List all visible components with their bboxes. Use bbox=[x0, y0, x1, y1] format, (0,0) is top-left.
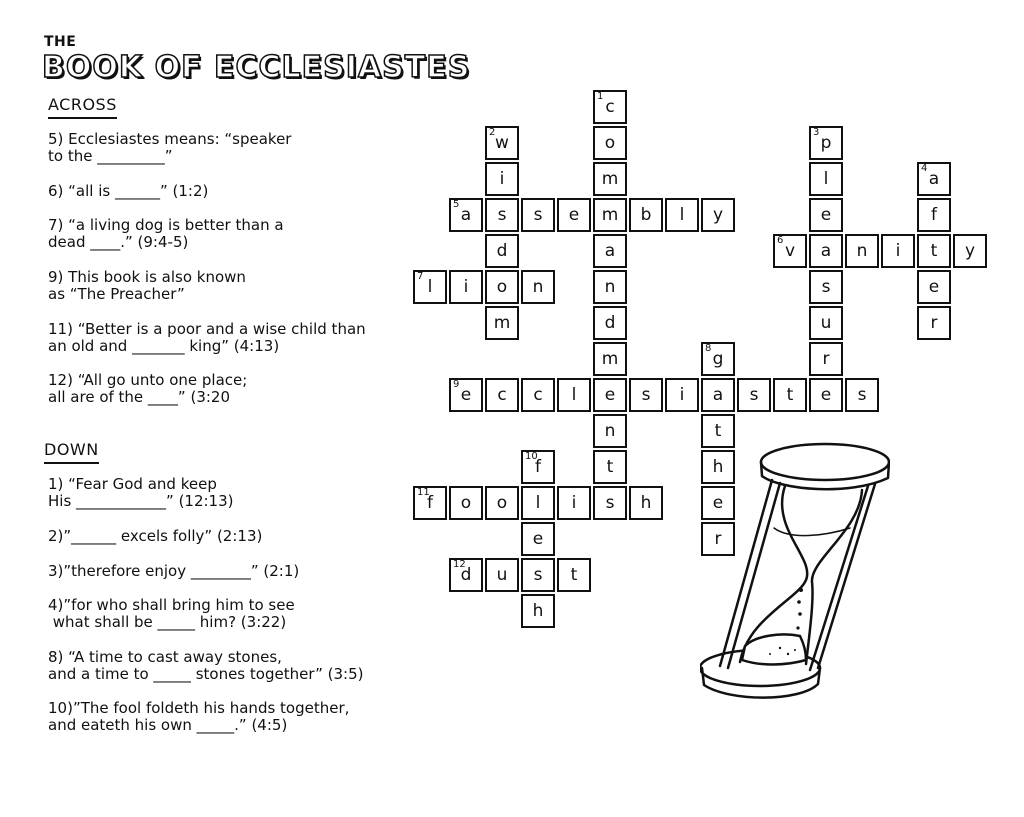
clue-number: 10 bbox=[525, 451, 538, 462]
crossword-cell bbox=[593, 486, 627, 520]
crossword-cell bbox=[629, 486, 663, 520]
cell-letter: p bbox=[820, 133, 832, 153]
crossword-cell bbox=[485, 162, 519, 196]
cell-letter: c bbox=[497, 385, 507, 405]
crossword-cell bbox=[521, 378, 555, 412]
cell-letter: s bbox=[821, 277, 831, 297]
across-heading: ACROSS bbox=[48, 95, 117, 119]
cell-letter: n bbox=[604, 421, 616, 441]
cell-letter: i bbox=[463, 277, 469, 297]
cell-letter: s bbox=[749, 385, 759, 405]
page-title: BOOK OF ECCLESIASTES bbox=[42, 50, 471, 85]
crossword-cell bbox=[593, 306, 627, 340]
crossword-cell bbox=[665, 198, 699, 232]
cell-letter: f bbox=[931, 205, 937, 225]
cell-letter: i bbox=[895, 241, 901, 261]
crossword-cell bbox=[665, 378, 699, 412]
down-clue-10: 10)”The fool foldeth his hands together, and eateth his own _____.” (4:5) bbox=[48, 699, 350, 734]
crossword-cell bbox=[521, 558, 555, 592]
crossword-cell bbox=[485, 378, 519, 412]
cell-letter: o bbox=[496, 277, 508, 297]
crossword-cell bbox=[809, 126, 843, 160]
crossword-cell bbox=[593, 270, 627, 304]
across-clue-5: 5) Ecclesiastes means: “speaker to the _________” bbox=[48, 130, 292, 165]
crossword-cell bbox=[593, 126, 627, 160]
crossword-cell bbox=[593, 342, 627, 376]
down-clue-2: 2)”______ excels folly” (2:13) bbox=[48, 527, 263, 545]
cell-letter: e bbox=[568, 205, 580, 225]
cell-letter: f bbox=[427, 493, 433, 513]
crossword-cell bbox=[449, 270, 483, 304]
cell-letter: r bbox=[714, 529, 722, 549]
cell-letter: i bbox=[679, 385, 685, 405]
cell-letter: y bbox=[712, 205, 724, 225]
cell-letter: a bbox=[604, 241, 616, 261]
clue-number: 12 bbox=[453, 559, 466, 570]
cell-letter: a bbox=[928, 169, 940, 189]
crossword-cell bbox=[449, 486, 483, 520]
crossword-cell bbox=[413, 486, 447, 520]
cell-letter: n bbox=[604, 277, 616, 297]
cell-letter: l bbox=[571, 385, 577, 405]
across-clue-11: 11) “Better is a poor and a wise child than an old and _______ king” (4:13) bbox=[48, 320, 366, 355]
crossword-cell bbox=[521, 198, 555, 232]
cell-letter: a bbox=[712, 385, 724, 405]
cell-letter: h bbox=[640, 493, 652, 513]
across-clue-12: 12) “All go unto one place; all are of the ____” (3:20 bbox=[48, 371, 248, 406]
cell-letter: t bbox=[606, 457, 614, 477]
crossword-cell bbox=[593, 162, 627, 196]
cell-letter: u bbox=[820, 313, 832, 333]
crossword-cell bbox=[593, 450, 627, 484]
cell-letter: m bbox=[601, 169, 619, 189]
cell-letter: s bbox=[533, 565, 543, 585]
cell-letter: m bbox=[601, 205, 619, 225]
crossword-cell bbox=[557, 198, 591, 232]
cell-letter: u bbox=[496, 565, 508, 585]
cell-letter: e bbox=[712, 493, 724, 513]
clue-number: 6 bbox=[777, 235, 784, 246]
crossword-cell bbox=[485, 234, 519, 268]
cell-letter: s bbox=[641, 385, 651, 405]
clue-number: 4 bbox=[921, 163, 928, 174]
cell-letter: l bbox=[427, 277, 433, 297]
down-heading: DOWN bbox=[44, 440, 99, 464]
across-clue-9: 9) This book is also known as “The Preacher” bbox=[48, 268, 246, 303]
crossword-cell bbox=[557, 378, 591, 412]
crossword-cell bbox=[485, 486, 519, 520]
crossword-cell bbox=[521, 522, 555, 556]
crossword-cell bbox=[629, 198, 663, 232]
crossword-cell bbox=[413, 270, 447, 304]
cell-letter: b bbox=[640, 205, 652, 225]
crossword-cell bbox=[449, 198, 483, 232]
crossword-cell bbox=[809, 306, 843, 340]
cell-letter: y bbox=[964, 241, 976, 261]
crossword-cell bbox=[593, 414, 627, 448]
cell-letter: a bbox=[820, 241, 832, 261]
down-clue-1: 1) “Fear God and keep His ____________” (12:13) bbox=[48, 475, 234, 510]
cell-letter: r bbox=[822, 349, 830, 369]
cell-letter: e bbox=[532, 529, 544, 549]
crossword-cell bbox=[521, 594, 555, 628]
cell-letter: s bbox=[497, 205, 507, 225]
crossword-cell bbox=[773, 378, 807, 412]
cell-letter: v bbox=[784, 241, 796, 261]
crossword-cell bbox=[845, 378, 879, 412]
cell-letter: e bbox=[604, 385, 616, 405]
cell-letter: d bbox=[496, 241, 508, 261]
cell-letter: g bbox=[712, 349, 724, 369]
crossword-cell bbox=[485, 558, 519, 592]
crossword-cell bbox=[917, 198, 951, 232]
cell-letter: e bbox=[820, 385, 832, 405]
cell-letter: s bbox=[533, 205, 543, 225]
across-clue-7: 7) “a living dog is better than a dead ____.” (9:4-5) bbox=[48, 216, 284, 251]
crossword-cell bbox=[701, 342, 735, 376]
clue-number: 9 bbox=[453, 379, 460, 390]
cell-letter: i bbox=[571, 493, 577, 513]
cell-letter: l bbox=[823, 169, 829, 189]
clue-number: 5 bbox=[453, 199, 460, 210]
crossword-cell bbox=[593, 378, 627, 412]
cell-letter: d bbox=[604, 313, 616, 333]
cell-letter: i bbox=[499, 169, 505, 189]
clue-number: 8 bbox=[705, 343, 712, 354]
crossword-cell bbox=[917, 162, 951, 196]
hourglass-icon bbox=[700, 440, 890, 710]
crossword-cell bbox=[809, 234, 843, 268]
crossword-cell bbox=[737, 378, 771, 412]
crossword-cell bbox=[521, 270, 555, 304]
crossword-cell bbox=[701, 378, 735, 412]
down-clue-4: 4)”for who shall bring him to see what shall be _____ him? (3:22) bbox=[48, 596, 295, 631]
cell-letter: c bbox=[533, 385, 543, 405]
crossword-cell bbox=[809, 162, 843, 196]
crossword-cell bbox=[593, 198, 627, 232]
cell-letter: m bbox=[493, 313, 511, 333]
crossword-cell bbox=[809, 270, 843, 304]
crossword-cell bbox=[701, 198, 735, 232]
cell-letter: f bbox=[535, 457, 541, 477]
crossword-cell bbox=[845, 234, 879, 268]
cell-letter: o bbox=[460, 493, 472, 513]
cell-letter: o bbox=[496, 493, 508, 513]
cell-letter: d bbox=[460, 565, 472, 585]
crossword-cell bbox=[521, 486, 555, 520]
cell-letter: e bbox=[460, 385, 472, 405]
cell-letter: m bbox=[601, 349, 619, 369]
cell-letter: w bbox=[495, 133, 509, 153]
cell-letter: l bbox=[535, 493, 541, 513]
crossword-cell bbox=[953, 234, 987, 268]
crossword-cell bbox=[485, 126, 519, 160]
cell-letter: t bbox=[930, 241, 938, 261]
clue-number: 2 bbox=[489, 127, 496, 138]
crossword-cell bbox=[809, 342, 843, 376]
crossword-cell bbox=[557, 558, 591, 592]
clue-number: 11 bbox=[417, 487, 430, 498]
cell-letter: s bbox=[605, 493, 615, 513]
cell-letter: h bbox=[712, 457, 724, 477]
cell-letter: n bbox=[856, 241, 868, 261]
crossword-cell bbox=[485, 306, 519, 340]
crossword-cell bbox=[485, 270, 519, 304]
clue-number: 3 bbox=[813, 127, 820, 138]
cell-letter: r bbox=[930, 313, 938, 333]
crossword-cell bbox=[809, 378, 843, 412]
crossword-cell bbox=[521, 450, 555, 484]
crossword-cell bbox=[917, 306, 951, 340]
cell-letter: e bbox=[820, 205, 832, 225]
crossword-cell bbox=[809, 198, 843, 232]
crossword-cell bbox=[449, 378, 483, 412]
down-clue-3: 3)”therefore enjoy ________” (2:1) bbox=[48, 562, 300, 580]
clue-number: 1 bbox=[597, 91, 604, 102]
crossword-cell bbox=[881, 234, 915, 268]
title-the: THE bbox=[44, 34, 77, 50]
cell-letter: s bbox=[857, 385, 867, 405]
cell-letter: t bbox=[786, 385, 794, 405]
crossword-cell bbox=[593, 90, 627, 124]
crossword-cell bbox=[557, 486, 591, 520]
crossword-cell bbox=[629, 378, 663, 412]
crossword-cell bbox=[449, 558, 483, 592]
cell-letter: o bbox=[604, 133, 616, 153]
cell-letter: t bbox=[570, 565, 578, 585]
crossword-cell bbox=[593, 234, 627, 268]
cell-letter: e bbox=[928, 277, 940, 297]
crossword-cell bbox=[485, 198, 519, 232]
cell-letter: h bbox=[532, 601, 544, 621]
cell-letter: a bbox=[460, 205, 472, 225]
cell-letter: t bbox=[714, 421, 722, 441]
across-clue-6: 6) “all is ______” (1:2) bbox=[48, 182, 209, 200]
crossword-cell bbox=[917, 270, 951, 304]
clue-number: 7 bbox=[417, 271, 424, 282]
cell-letter: n bbox=[532, 277, 544, 297]
crossword-cell bbox=[773, 234, 807, 268]
crossword-cell bbox=[917, 234, 951, 268]
cell-letter: c bbox=[605, 97, 615, 117]
down-clue-8: 8) “A time to cast away stones, and a time to _____ stones together” (3:5) bbox=[48, 648, 364, 683]
cell-letter: l bbox=[679, 205, 685, 225]
